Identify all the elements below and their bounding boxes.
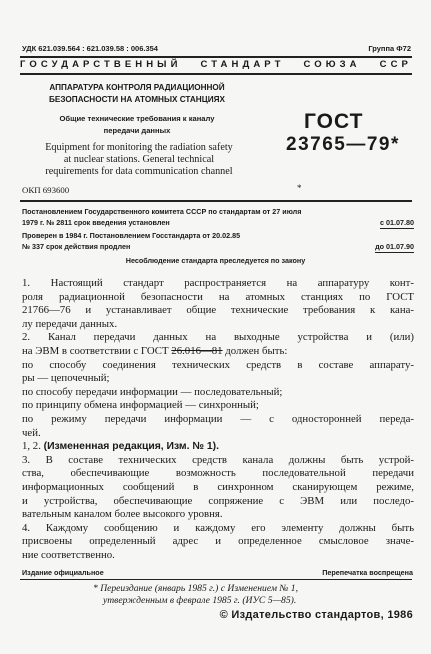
document-title: [22, 82, 252, 106]
title-line-2: БЕЗОПАСНОСТИ НА АТОМНЫХ СТАНЦИЯХ: [49, 95, 225, 104]
footer-rule: [20, 579, 412, 580]
reprint-notice: Перепечатка воспрещена: [322, 568, 413, 577]
udk-code: УДК 621.039.564 : 621.039.58 : 006.354: [22, 44, 158, 53]
para-1-line-3: 21766—76 и устанавливает общие технические требования к кана-: [22, 304, 414, 317]
para-4-line-2: присвоены определенный адрес и определенное смысловое значе-: [22, 535, 414, 548]
struck-reference: 26.016—81: [171, 345, 223, 357]
decree-line-2-text: 1979 г. № 2811 срок введения установлен: [22, 218, 170, 227]
para-3-line-1: 3. В составе технических средств канала должны быть устрой-: [22, 453, 414, 466]
para-3-line-4: и устройства, обеспечивающие сопряжение с ЭВМ или последо-: [22, 494, 414, 507]
extended-date: до 01.07.90: [375, 242, 414, 251]
asterisk-mark: *: [297, 183, 302, 193]
title-rule: [20, 200, 412, 202]
para-2-line-2: [22, 345, 414, 359]
para-3-line-3: информационных сообщений в синхронном сканирующем режиме,: [22, 481, 414, 493]
para-2-line-2-start: на ЭВМ в соответствии с ГОСТ: [22, 345, 169, 357]
decree-line-1: Постановлением Государственного комитета СССР по стандартам от 27 июля: [22, 207, 302, 216]
edition-note: [22, 440, 414, 454]
edition-clauses: 1, 2.: [22, 440, 41, 453]
para-2-line-7: [22, 413, 414, 427]
english-title-line-1: Equipment for monitoring the radiation safety: [45, 142, 233, 153]
effective-date: с 01.07.80: [380, 218, 414, 227]
para-1-line-4: лу передачи данных.: [22, 317, 118, 330]
group-code: Группа Ф72: [368, 44, 411, 53]
header-rule-top: [20, 56, 412, 58]
gost-label: ГОСТ: [304, 110, 364, 133]
reissue-note: [93, 583, 413, 607]
decree-line-2: [22, 217, 414, 228]
para-1-line-2: роля радиационной безопасности на атомных станциях по ГОСТ: [22, 290, 414, 303]
para-4-line-3: ние соответственно.: [22, 549, 115, 561]
subtitle-line-1: Общие технические требования к каналу: [59, 114, 215, 123]
english-title-line-2: at nuclear stations. General technical: [63, 154, 215, 165]
para-3-line-5: вательным каналом более высокого уровня.: [22, 508, 223, 521]
para-4-line-1: 4. Каждому сообщению и каждому его элементу должны быть: [22, 521, 414, 534]
para-2-line-7-start: по режиму передачи информации — с односторонней: [22, 413, 362, 425]
document-subtitle: [22, 113, 252, 137]
para-2-line-3: по способу соединения технических средств в составе аппарату-: [22, 358, 414, 371]
official-edition: Издание официальное: [22, 568, 104, 577]
okp-code: ОКП 693600: [22, 185, 70, 195]
decree-line-4-text: № 337 срок действия продлен: [22, 242, 131, 251]
legal-notice: Несоблюдение стандарта преследуется по закону: [125, 256, 306, 265]
para-2-line-8: чей.: [22, 426, 41, 439]
english-title-line-3: requirements for data communication channel: [45, 166, 233, 177]
subtitle-line-2: передачи данных: [103, 126, 171, 135]
para-2-line-1: 2. Канал передачи данных на выходные устройства и (или): [22, 331, 414, 344]
para-2-line-5: по способу передачи информации — последовательный;: [22, 385, 283, 398]
reissue-line-2: утвержденным в феврале 1985 г. (ИУС 5—85).: [103, 595, 297, 606]
para-2-line-2-end: должен быть:: [225, 345, 288, 357]
decree-line-4: [22, 241, 414, 252]
para-3-line-2: ства, обеспечивающие возможность последовательной передачи: [22, 467, 414, 480]
gost-number: 23765—79*: [286, 134, 400, 155]
state-standard-heading: ГОСУДАРСТВЕННЫЙ СТАНДАРТ СОЮЗА ССР: [20, 59, 412, 70]
header-rule-bottom: [20, 73, 412, 75]
reissue-line-1: * Переиздание (январь 1985 г.) с Изменением № 1,: [93, 583, 299, 594]
para-1-line-1: 1. Настоящий стандарт распространяется на аппаратуру конт-: [22, 277, 414, 289]
para-2-line-6: по принципу обмена информацией — синхронный;: [22, 399, 259, 412]
english-title: [22, 142, 256, 178]
title-line-1: АППАРАТУРА КОНТРОЛЯ РАДИАЦИОННОЙ: [49, 83, 225, 92]
decree-line-3: Проверен в 1984 г. Постановлением Госстандарта от 20.02.85: [22, 231, 241, 240]
edition-amendment: (Измененная редакция, Изм. № 1).: [43, 441, 219, 453]
para-2-line-4: ры — цепочечный;: [22, 372, 110, 385]
copyright: © Издательство стандартов, 1986: [219, 609, 413, 621]
para-2-line-7-end: переда-: [379, 413, 414, 425]
